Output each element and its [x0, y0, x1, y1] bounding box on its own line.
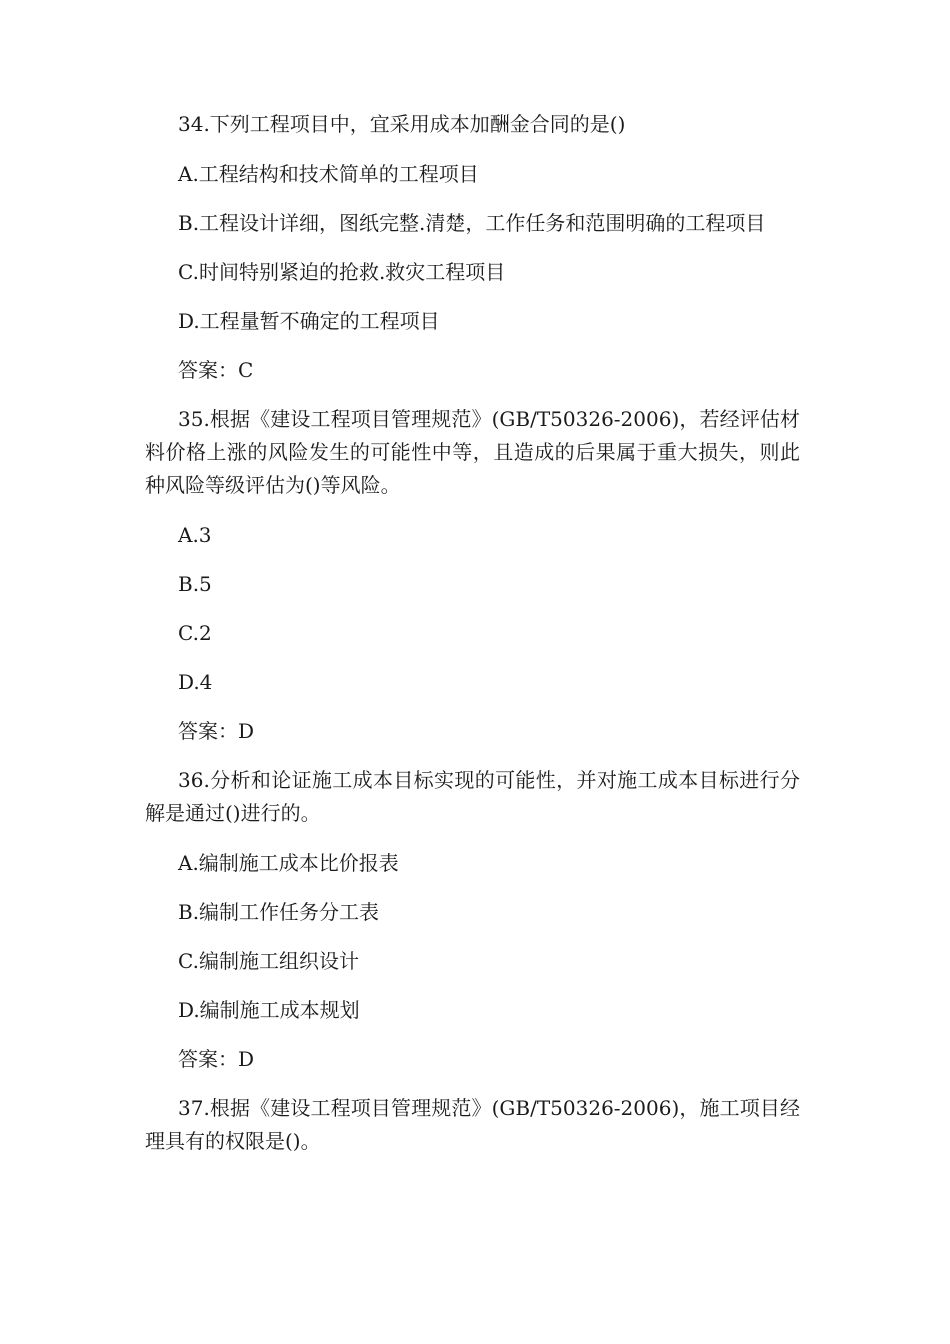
question-stem: 36.分析和论证施工成本目标实现的可能性，并对施工成本目标进行分解是通过()进行的。 — [145, 768, 800, 825]
page-content — [145, 108, 800, 1175]
option-b: B.编制工作任务分工表 — [178, 900, 380, 924]
option-b: B.5 — [178, 572, 212, 596]
question-35 — [145, 403, 800, 748]
option-c: C.编制施工组织设计 — [178, 949, 359, 973]
answer: 答案：D — [178, 1047, 255, 1071]
option-c: C.时间特别紧迫的抢救.救灾工程项目 — [178, 260, 506, 284]
option-a: A.编制施工成本比价报表 — [178, 851, 399, 875]
question-stem: 35.根据《建设工程项目管理规范》(GB/T50326-2006)，若经评估材料价格上涨的风险发生的可能性中等，且造成的后果属于重大损失，则此种风险等级评估为()等风险。 — [145, 407, 800, 497]
answer: 答案：C — [178, 358, 254, 382]
option-d: D.4 — [178, 670, 213, 694]
question-stem: 34.下列工程项目中，宜采用成本加酬金合同的是() — [178, 112, 626, 136]
answer: 答案：D — [178, 719, 255, 743]
question-36 — [145, 764, 800, 1076]
question-stem: 37.根据《建设工程项目管理规范》(GB/T50326-2006)，施工项目经理具有的权限是()。 — [145, 1096, 800, 1153]
question-37 — [145, 1092, 800, 1158]
option-a: A.工程结构和技术简单的工程项目 — [178, 162, 479, 186]
option-c: C.2 — [178, 621, 212, 645]
option-d: D.编制施工成本规划 — [178, 998, 360, 1022]
option-b: B.工程设计详细，图纸完整.清楚，工作任务和范围明确的工程项目 — [178, 211, 766, 235]
option-a: A.3 — [178, 523, 212, 547]
option-d: D.工程量暂不确定的工程项目 — [178, 309, 440, 333]
question-34 — [145, 108, 800, 387]
